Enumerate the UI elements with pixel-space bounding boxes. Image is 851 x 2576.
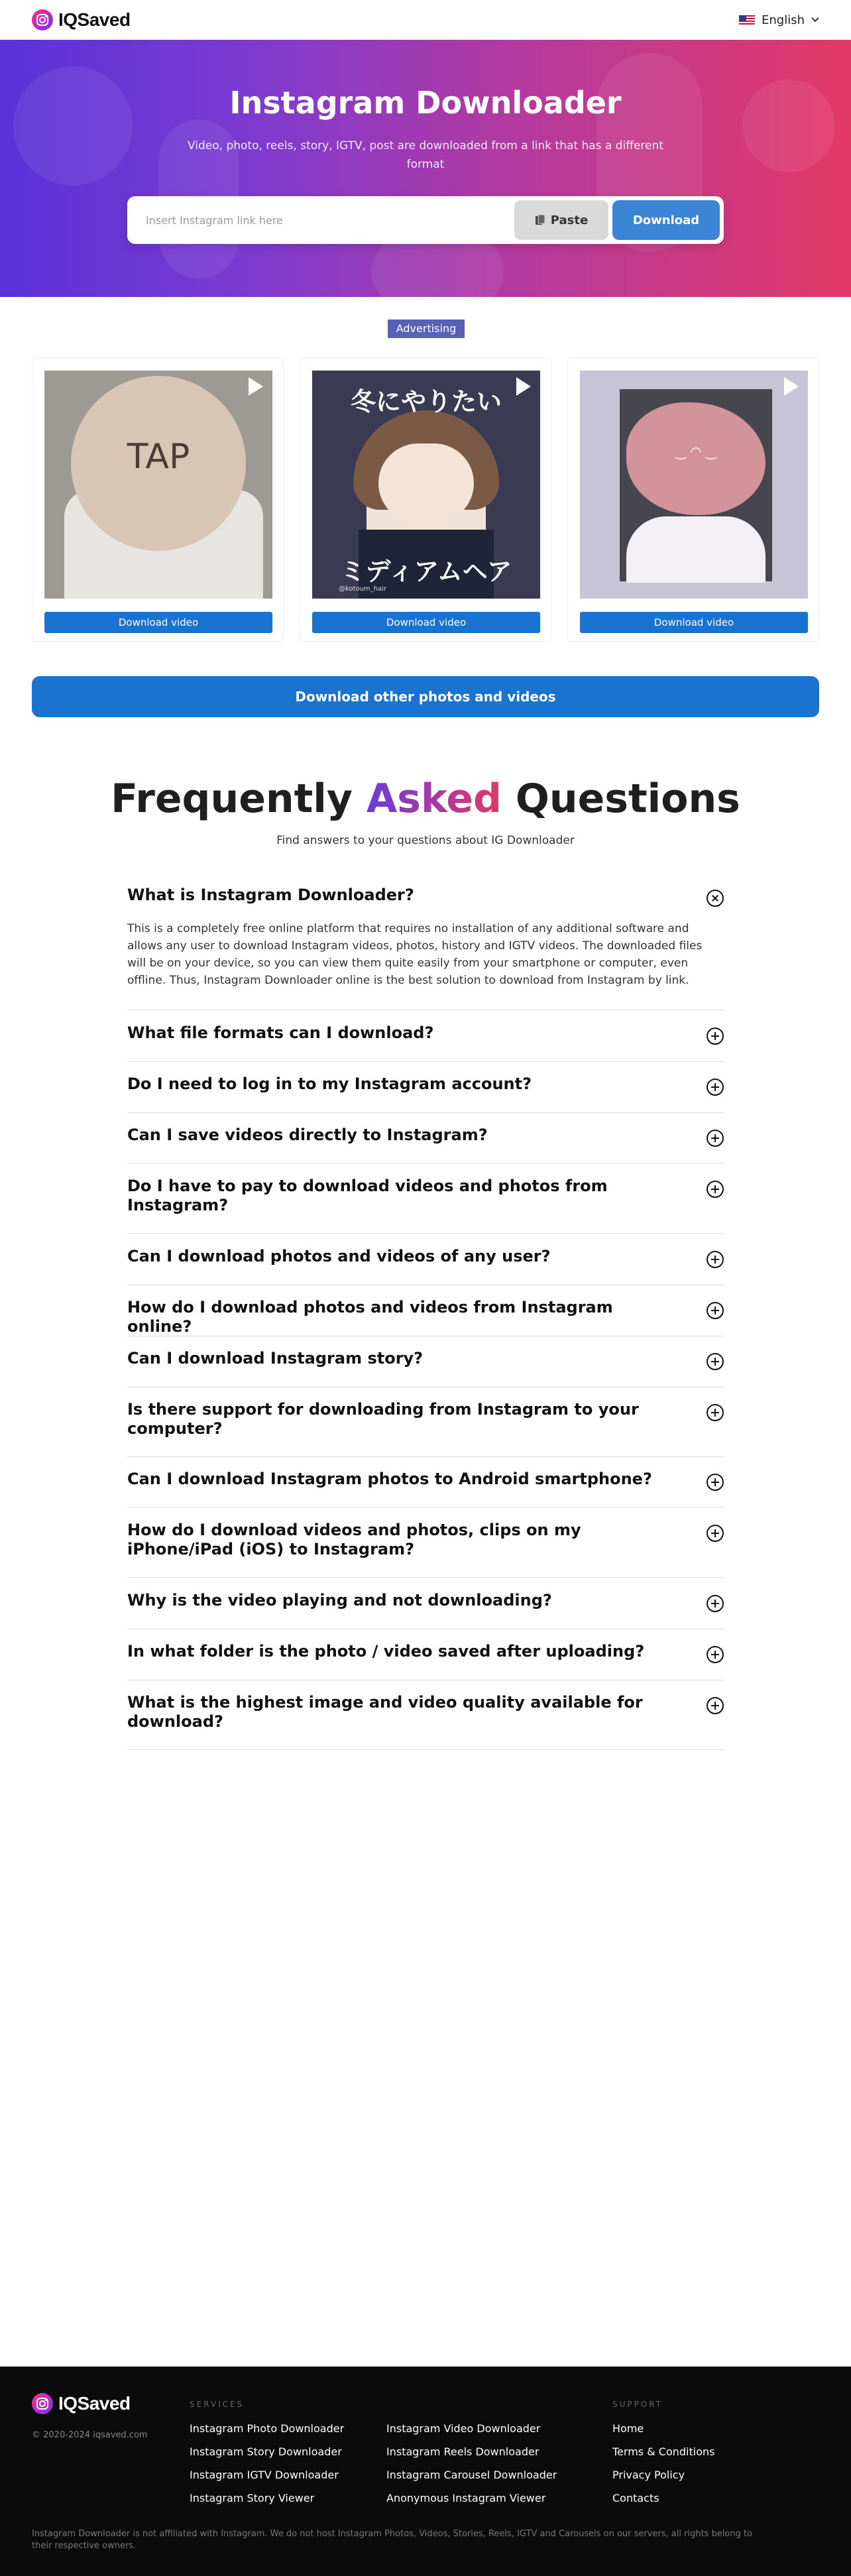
chevron-down-icon	[811, 17, 819, 23]
thumbnail-overlay-text: 冬にやりたい	[350, 387, 502, 416]
download-video-button[interactable]: Download video	[312, 612, 540, 633]
expand-icon[interactable]	[707, 1079, 724, 1096]
thumbnail-handle: @kotoum_hair	[339, 585, 387, 593]
video-thumbnail[interactable]	[312, 371, 540, 599]
logo-icon	[32, 2393, 53, 2414]
language-selector[interactable]	[739, 13, 819, 27]
play-icon	[784, 377, 799, 396]
hero-banner	[0, 40, 851, 297]
copyright-text: © 2020-2024 iqsaved.com	[32, 2430, 148, 2440]
faq-question[interactable]: Can I download Instagram photos to Android smartphone?	[127, 1470, 652, 1488]
faq-question[interactable]: Can I download Instagram story?	[127, 1349, 424, 1368]
ad-video-card	[300, 358, 551, 642]
site-footer	[0, 2367, 851, 2576]
faq-item[interactable]	[127, 1349, 724, 1387]
hero-subtitle: Video, photo, reels, story, IGTV, post are downloaded from a link that has a different format	[188, 139, 663, 171]
faq-question[interactable]: Is there support for downloading from Instagram to your computer?	[127, 1400, 639, 1438]
footer-link[interactable]: Anonymous Instagram Viewer	[386, 2492, 546, 2504]
faq-title-highlight: Asked	[366, 776, 502, 822]
faq-item[interactable]	[127, 1126, 724, 1164]
us-flag-icon	[739, 15, 755, 25]
faq-item[interactable]	[127, 1470, 724, 1508]
expand-icon[interactable]	[707, 1525, 724, 1542]
faq-subtitle: Find answers to your questions about IG Downloader	[276, 834, 575, 847]
support-heading: SUPPORT	[612, 2400, 663, 2409]
faq-item[interactable]	[127, 1298, 724, 1336]
footer-link[interactable]: Instagram Photo Downloader	[190, 2422, 345, 2435]
hero-bg-shape	[13, 66, 133, 186]
footer-link[interactable]: Home	[612, 2422, 644, 2435]
faq-question[interactable]: How do I download videos and photos, clips on my iPhone/iPad (iOS) to Instagram?	[127, 1521, 581, 1558]
faq-item[interactable]	[127, 1177, 724, 1234]
paste-button[interactable]	[514, 200, 608, 240]
faq-question[interactable]: Can I save videos directly to Instagram?	[127, 1126, 488, 1144]
expand-icon[interactable]	[707, 1646, 724, 1663]
faq-item[interactable]	[127, 1693, 724, 1750]
faq-question[interactable]: Can I download photos and videos of any user?	[127, 1247, 551, 1265]
footer-link[interactable]: Instagram Carousel Downloader	[386, 2469, 557, 2481]
faq-question[interactable]: What file formats can I download?	[127, 1024, 434, 1042]
faq-question[interactable]: Why is the video playing and not downloading?	[127, 1591, 552, 1610]
faq-question[interactable]: What is the highest image and video quality available for download?	[127, 1693, 643, 1731]
language-label: English	[762, 13, 805, 27]
faq-item[interactable]	[127, 1591, 724, 1629]
footer-link[interactable]: Terms & Conditions	[612, 2445, 715, 2458]
ad-video-card	[32, 358, 284, 642]
faq-question[interactable]: How do I download photos and videos from Instagram online?	[127, 1298, 613, 1336]
advertising-label: Advertising	[388, 320, 465, 338]
download-other-button[interactable]: Download other photos and videos	[32, 676, 819, 717]
expand-icon[interactable]	[707, 1474, 724, 1491]
faq-item[interactable]	[127, 1521, 724, 1578]
download-button[interactable]: Download	[612, 200, 720, 240]
faq-question[interactable]: In what folder is the photo / video saved after uploading?	[127, 1642, 645, 1661]
expand-icon[interactable]	[707, 1697, 724, 1714]
close-icon[interactable]	[707, 890, 724, 907]
faq-answer: This is a completely free online platform that requires no installation of any additional software and allows any user to download Instagram videos, photos, history and IGTV videos. The downloaded files will be on your device, so you can view them quite easily from your smartphone or computer, even offline. Thus, Instagram Downloader online is the best solution to download from Instagram by link.	[127, 922, 703, 987]
logo-text: IQSaved	[58, 9, 131, 30]
expand-icon[interactable]	[707, 1302, 724, 1319]
expand-icon[interactable]	[707, 1027, 724, 1045]
footer-link[interactable]: Instagram Story Downloader	[190, 2445, 342, 2458]
faq-item[interactable]	[127, 1642, 724, 1680]
top-navbar	[0, 0, 851, 40]
footer-link[interactable]: Privacy Policy	[612, 2469, 685, 2481]
expand-icon[interactable]	[707, 1181, 724, 1198]
footer-disclaimer: Instagram Downloader is not affiliated with Instagram. We do not host Instagram Photos, Videos, Stories, Reels, IGTV and Carousels on our servers, all rights belong to their respective owners.	[32, 2529, 753, 2551]
page-title: Instagram Downloader	[229, 85, 622, 121]
video-thumbnail[interactable]: ‿ ◠ ‿	[580, 371, 808, 599]
faq-item[interactable]	[127, 1400, 724, 1457]
download-video-button[interactable]: Download video	[580, 612, 808, 633]
faq-item[interactable]	[127, 1075, 724, 1113]
footer-link[interactable]: Instagram IGTV Downloader	[190, 2469, 339, 2481]
expand-icon[interactable]	[707, 1130, 724, 1147]
faq-title-part: Frequently	[111, 776, 353, 822]
faq-title-part: Questions	[515, 776, 740, 822]
logo-icon	[32, 9, 53, 30]
site-logo[interactable]	[32, 9, 131, 30]
download-video-button[interactable]: Download video	[44, 612, 272, 633]
play-icon	[516, 377, 531, 396]
thumbnail-overlay-text: ミディアムヘア	[340, 557, 512, 586]
footer-link[interactable]: Contacts	[612, 2492, 659, 2504]
clipboard-icon	[535, 214, 545, 226]
footer-link[interactable]: Instagram Reels Downloader	[386, 2445, 539, 2458]
faq-question[interactable]: Do I have to pay to download videos and photos from Instagram?	[127, 1177, 608, 1214]
expand-icon[interactable]	[707, 1404, 724, 1421]
expand-icon[interactable]	[707, 1251, 724, 1268]
logo-text: IQSaved	[58, 2393, 131, 2414]
faq-item[interactable]	[127, 886, 724, 1010]
faq-title	[0, 776, 851, 822]
video-thumbnail[interactable]	[44, 371, 272, 599]
link-search-box	[127, 196, 724, 244]
ad-video-card	[567, 358, 819, 642]
paste-label: Paste	[550, 213, 589, 227]
expand-icon[interactable]	[707, 1353, 724, 1370]
faq-question[interactable]: What is Instagram Downloader?	[127, 886, 414, 904]
services-heading: SERVICES	[190, 2400, 245, 2409]
expand-icon[interactable]	[707, 1595, 724, 1612]
footer-link[interactable]: Instagram Story Viewer	[190, 2492, 315, 2504]
play-icon	[249, 377, 263, 396]
footer-logo[interactable]	[32, 2393, 131, 2414]
footer-link[interactable]: Instagram Video Downloader	[386, 2422, 541, 2435]
faq-item[interactable]	[127, 1247, 724, 1285]
thumbnail-overlay-text: TAP	[127, 437, 190, 477]
faq-item[interactable]	[127, 1024, 724, 1062]
faq-question[interactable]: Do I need to log in to my Instagram account?	[127, 1075, 532, 1093]
